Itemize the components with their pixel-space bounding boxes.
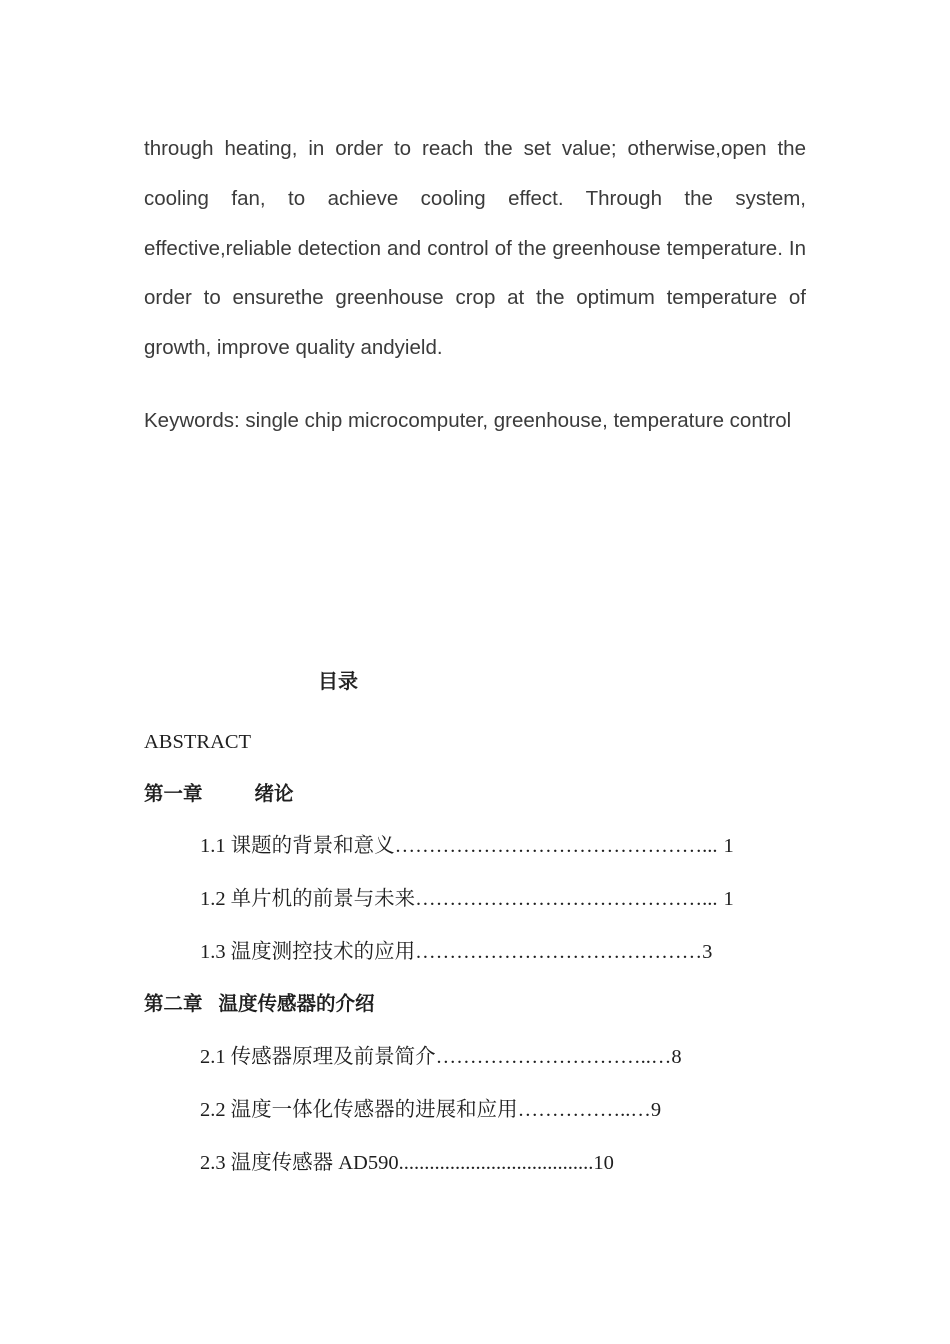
section-title: 传感器原理及前景简介 <box>230 1046 436 1068</box>
toc-section-2-1[interactable] <box>200 1043 682 1071</box>
page-number: 8 <box>671 1046 682 1068</box>
abstract-english <box>144 124 806 446</box>
dot-leader: ………………………………………... <box>394 835 718 857</box>
section-number: 1.1 <box>200 835 226 857</box>
toc-section-1-3[interactable] <box>200 938 712 966</box>
section-title: 课题的背景和意义 <box>230 835 395 857</box>
page-number: 1 <box>723 888 734 910</box>
abstract-keywords: Keywords: single chip microcomputer, greenhouse, temperature control <box>144 408 792 432</box>
section-title: 温度一体化传感器的进展和应用 <box>230 1099 518 1121</box>
page-number: 3 <box>702 941 713 963</box>
section-number: 1.3 <box>200 941 226 963</box>
dot-leader: …………………………………… <box>415 941 703 963</box>
section-number: 1.2 <box>200 888 226 910</box>
toc-chapter-2[interactable] <box>144 990 375 1018</box>
section-title: 单片机的前景与未来 <box>230 888 416 910</box>
dot-leader: ……………..… <box>517 1099 651 1121</box>
toc-section-2-2[interactable] <box>200 1096 661 1124</box>
section-title: 温度测控技术的应用 <box>230 941 416 963</box>
toc-section-1-2[interactable] <box>200 885 734 913</box>
dot-leader: ...................................... <box>398 1152 594 1174</box>
section-number: 2.2 <box>200 1099 226 1121</box>
section-number: 2.1 <box>200 1046 226 1068</box>
dot-leader: …………………………..… <box>435 1046 672 1068</box>
section-title: 温度传感器 AD590 <box>230 1152 399 1174</box>
toc-title: 目录 <box>318 669 358 693</box>
chapter-title: 绪论 <box>254 782 294 805</box>
toc-entry-abstract[interactable]: ABSTRACT <box>144 731 252 753</box>
abstract-body: through heating, in order to reach the set value; otherwise,open the cooling fan, to achieve cooling effect. Through the system, effective,reliable detection and control of the greenhouse temperature. In order to ensurethe greenhouse crop at the optimum temperature of growth, improve quality andyield. <box>144 137 806 360</box>
toc-chapter-1[interactable] <box>144 780 294 808</box>
chapter-label: 第一章 <box>144 782 203 805</box>
chapter-label: 第二章 <box>144 992 203 1015</box>
toc-section-1-1[interactable] <box>200 832 734 860</box>
section-number: 2.3 <box>200 1152 226 1174</box>
dot-leader: ……………………………………... <box>415 888 718 910</box>
page-number: 10 <box>593 1152 614 1174</box>
page-number: 1 <box>723 835 734 857</box>
toc-section-2-3[interactable] <box>200 1149 614 1177</box>
page-number: 9 <box>650 1099 662 1121</box>
chapter-title: 温度传感器的介绍 <box>218 992 375 1015</box>
